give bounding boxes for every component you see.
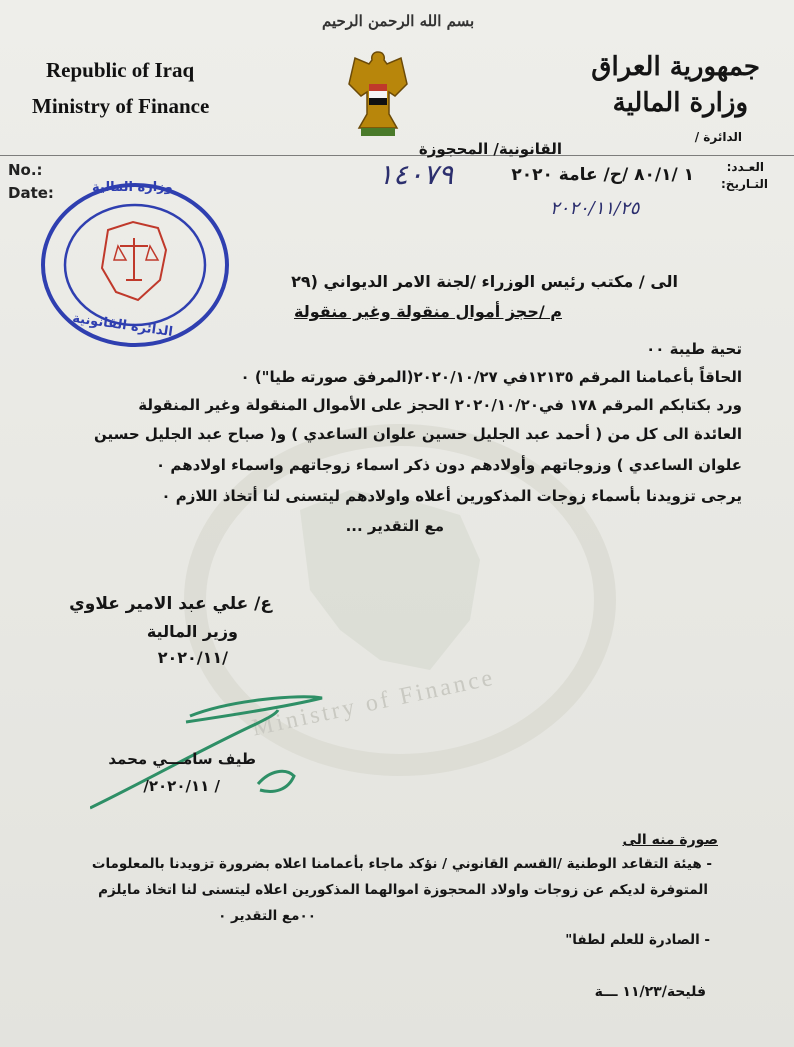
signatory-title: وزير المالية: [146, 622, 238, 641]
header-divider: [0, 155, 794, 156]
footer-initials: فليحة/١١/٢٣ ـــة: [594, 984, 706, 1000]
stamp-top-text: وزارة المالية: [92, 180, 173, 195]
copies-item-1-line-2: المتوفرة لديكم عن زوجات واولاد المحجوزة اموالهما المذكورين اعلاه ليتسنى لنا اتخاذ مايلزم: [98, 882, 708, 898]
signatory-name: ع/ علي عبد الامير علاوي: [69, 594, 272, 614]
basmala: بسم الله الرحمن الرحيم: [322, 12, 475, 30]
handwritten-date: ٢٠٢٠/١١/٢٥: [550, 198, 640, 219]
greeting: تحية طيبة ٠٠: [646, 340, 742, 358]
iraq-eagle-emblem: [345, 44, 411, 140]
employee-name: طيف سامـــي محمد: [108, 750, 256, 768]
signature-date: /٢٠٢٠/١١: [157, 648, 228, 667]
header-ministry-en: Ministry of Finance: [32, 94, 210, 118]
body-line-1: الحاقاً بأعمامنا المرقم ١٢١٣٥في ٢٠٢٠/١٠/٢٧(المرفق صورته طيا") ٠: [240, 368, 742, 386]
number-label-ar: العـدد:: [726, 160, 764, 174]
copies-item-1-line-1: - هيئة التقاعد الوطنية /القسم القانوني / نؤكد ماجاء بأعمامنا اعلاه بضرورة تزويدنا بالمعلومات: [91, 856, 712, 872]
copies-item-2: - الصادرة للعلم لطفا": [565, 932, 710, 948]
copies-title: صورة منه الى: [622, 832, 718, 848]
closing: مع التقدير ...: [345, 517, 444, 535]
header-republic-ar: جمهورية العراق: [591, 52, 760, 82]
date-label-ar: التـاريخ:: [721, 177, 768, 191]
body-line-4: علوان الساعدي ) وزوجاتهم وأولادهم دون ذكر اسماء زوجاتهم واسماء اولادهم ٠: [156, 456, 742, 474]
dept-label: الدائرة /: [694, 130, 742, 144]
handwritten-number: ١٤٠٧٩: [378, 158, 454, 191]
no-label: No.:: [8, 161, 43, 179]
header-republic-en: Republic of Iraq: [46, 58, 195, 82]
employee-date: / ٢٠٢٠/١١/: [143, 777, 220, 795]
subject-line: م /حجز أموال منقولة وغير منقولة: [294, 302, 562, 321]
reference-number: ١ /٨٠/١ /ح/ عامة ٢٠٢٠: [511, 165, 694, 185]
body-line-5: يرجى تزويدنا بأسماء زوجات المذكورين أعلاه واولادهم ليتسنى لنا أتخاذ اللازم ٠: [161, 487, 742, 505]
date-label: Date:: [8, 184, 54, 202]
recipient-line: الى / مكتب رئيس الوزراء /لجنة الامر الديواني (٢٩: [291, 272, 678, 291]
header-ministry-ar: وزارة المالية: [612, 88, 748, 118]
body-line-3: العائدة الى كل من ( أحمد عبد الجليل حسين علوان الساعدي ) و( صباح عبد الجليل حسين: [94, 425, 742, 443]
copies-item-1-line-3: ٠٠مع التقدير ٠: [218, 908, 316, 924]
watermark-text: Ministry of Finance: [249, 664, 498, 742]
dept-value: القانونية/ المحجوزة: [418, 140, 562, 158]
stamp-side-text: الدائرة القانونية: [71, 311, 174, 340]
body-line-2: ورد بكتابكم المرقم ١٧٨ في٢٠٢٠/١٠/٢٠ الحجز على الأموال المنقولة وغير المنقولة: [138, 396, 742, 414]
